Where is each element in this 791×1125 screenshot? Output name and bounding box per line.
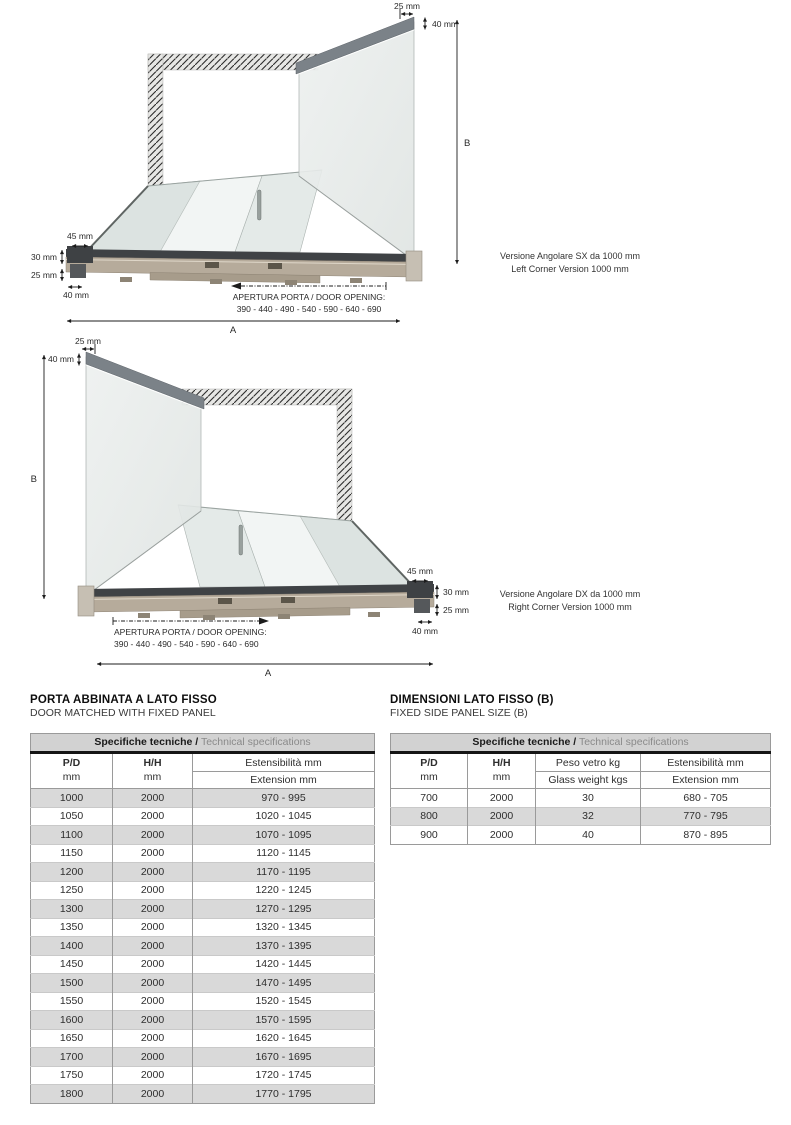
col-label-en: Glass weight kgs <box>548 774 628 786</box>
table-cell: 1350 <box>31 918 113 937</box>
table-cell: 2000 <box>113 974 193 993</box>
sliding-doors <box>86 170 322 252</box>
table-cell: 970 - 995 <box>193 789 375 808</box>
table-cell: 1700 <box>31 1048 113 1067</box>
table-row <box>31 1085 375 1104</box>
rail-end-cap <box>407 581 433 598</box>
col-unit: mm <box>420 771 438 783</box>
door-fixed-panel-table <box>30 733 375 1104</box>
table-cell: 2000 <box>468 789 536 808</box>
table-cell: 2000 <box>113 807 193 826</box>
door-handle <box>239 525 243 555</box>
table-row <box>31 844 375 863</box>
table-row <box>31 789 375 808</box>
table-row <box>31 807 375 826</box>
table-row <box>31 918 375 937</box>
table-cell: 2000 <box>113 992 193 1011</box>
table-cell: 1250 <box>31 881 113 900</box>
dim-label-A: A <box>229 325 237 336</box>
table-row <box>31 937 375 956</box>
diagram-right-corner <box>31 336 641 679</box>
hatched-wall-top <box>148 54 318 70</box>
table-cell: 1270 - 1295 <box>193 900 375 919</box>
col-label: Estensibilità mm <box>193 756 374 772</box>
dim-label-top-25mm: 25 mm <box>75 336 101 346</box>
col-header-hh <box>113 753 193 789</box>
door-opening-label: APERTURA PORTA / DOOR OPENING: <box>232 292 386 302</box>
hatched-wall-side <box>148 54 163 204</box>
col-header-extension <box>641 753 771 789</box>
table-cell: 2000 <box>113 1085 193 1104</box>
table-cell: 1770 - 1795 <box>193 1085 375 1104</box>
table-body <box>31 789 375 1104</box>
dim-label-top-25mm: 25 mm <box>394 1 420 11</box>
table-cell: 1470 - 1495 <box>193 974 375 993</box>
dim-label-45mm: 45 mm <box>67 231 93 241</box>
door-opening-values: 390 - 440 - 490 - 540 - 590 - 640 - 690 <box>236 304 382 314</box>
table-cell: 32 <box>536 807 641 826</box>
table-cell: 770 - 795 <box>641 807 771 826</box>
col-header-extension <box>193 753 375 789</box>
table-cell: 1100 <box>31 826 113 845</box>
section-title: DIMENSIONI LATO FISSO (B) <box>390 694 554 706</box>
bottom-rail <box>66 246 422 285</box>
table-cell: 2000 <box>113 863 193 882</box>
table-row <box>31 863 375 882</box>
spec-header <box>391 734 771 753</box>
table-cell: 1620 - 1645 <box>193 1029 375 1048</box>
column-header-row <box>31 753 375 789</box>
table-cell: 1570 - 1595 <box>193 1011 375 1030</box>
spec-header-light: Technical specifications <box>198 736 311 748</box>
col-header-glass-weight <box>536 753 641 789</box>
spec-header <box>31 734 375 753</box>
caption-english: Left Corner Version 1000 mm <box>511 264 629 274</box>
table-cell: 1220 - 1245 <box>193 881 375 900</box>
col-label-en: Extension mm <box>672 774 739 786</box>
caption-italian: Versione Angolare SX da 1000 mm <box>499 251 641 261</box>
hatched-wall-top <box>182 389 352 405</box>
dim-label-40mm: 40 mm <box>63 290 89 300</box>
spec-header-bold: Specifiche tecniche / <box>94 736 199 748</box>
dim-label-B: B <box>464 138 471 149</box>
table-body <box>391 789 771 845</box>
table-cell: 1400 <box>31 937 113 956</box>
table-row <box>391 807 771 826</box>
table-cell: 900 <box>391 826 468 845</box>
opening-arrowhead <box>259 618 269 625</box>
table-cell: 1020 - 1045 <box>193 807 375 826</box>
bottom-rail <box>78 581 434 620</box>
table-cell: 1500 <box>31 974 113 993</box>
table-row <box>31 974 375 993</box>
dim-label-45mm: 45 mm <box>407 566 433 576</box>
spec-header-row <box>31 734 375 753</box>
col-label: H/H <box>143 757 162 769</box>
col-unit: mm <box>492 771 511 783</box>
table-cell: 1600 <box>31 1011 113 1030</box>
table-cell: 1170 - 1195 <box>193 863 375 882</box>
table-cell: 2000 <box>468 826 536 845</box>
table-row <box>31 992 375 1011</box>
table-cell: 2000 <box>113 918 193 937</box>
table-cell: 2000 <box>113 789 193 808</box>
table-cell: 2000 <box>113 1011 193 1030</box>
table-row <box>31 1048 375 1067</box>
caption-italian: Versione Angolare DX da 1000 mm <box>499 589 641 599</box>
spec-header-bold: Specifiche tecniche / <box>472 736 577 748</box>
caption-english: Right Corner Version 1000 mm <box>508 602 632 612</box>
table-cell: 1450 <box>31 955 113 974</box>
door-opening-values: 390 - 440 - 490 - 540 - 590 - 640 - 690 <box>114 639 259 649</box>
table-cell: 2000 <box>113 937 193 956</box>
col-header-pd <box>31 753 113 789</box>
table-cell: 1670 - 1695 <box>193 1048 375 1067</box>
dim-label-25mm: 25 mm <box>443 605 469 615</box>
table-cell: 1050 <box>31 807 113 826</box>
door-opening-label: APERTURA PORTA / DOOR OPENING: <box>114 627 267 637</box>
corner-post <box>406 251 422 281</box>
section-subtitle: DOOR MATCHED WITH FIXED PANEL <box>30 707 216 719</box>
table-row <box>31 955 375 974</box>
table-cell: 2000 <box>113 900 193 919</box>
table-cell: 1370 - 1395 <box>193 937 375 956</box>
dim-label-B: B <box>30 474 37 485</box>
sliding-doors <box>178 505 414 587</box>
table-row <box>391 826 771 845</box>
dim-label-25mm: 25 mm <box>31 270 57 280</box>
table-cell: 1070 - 1095 <box>193 826 375 845</box>
table-cell: 1800 <box>31 1085 113 1104</box>
dim-label-40mm: 40 mm <box>412 626 438 636</box>
col-header-hh <box>468 753 536 789</box>
diagram-left-corner <box>31 1 640 336</box>
column-header-row <box>391 753 771 789</box>
table-cell: 2000 <box>113 1048 193 1067</box>
table-cell: 700 <box>420 791 438 804</box>
corner-post <box>78 586 94 616</box>
spec-header-light: Technical specifications <box>576 736 689 748</box>
col-label: H/H <box>492 757 511 769</box>
table-cell: 870 - 895 <box>641 826 771 845</box>
col-label: Estensibilità mm <box>641 756 770 772</box>
fixed-side-panel-table <box>390 733 771 845</box>
table-cell: 2000 <box>113 1029 193 1048</box>
rail-end-cap <box>67 246 93 263</box>
table-row <box>31 881 375 900</box>
table-cell: 2000 <box>113 881 193 900</box>
section-title: PORTA ABBINATA A LATO FISSO <box>30 694 217 706</box>
table-row <box>31 900 375 919</box>
dim-label-top-40mm: 40 mm <box>48 354 74 364</box>
hatched-wall-side <box>337 389 352 539</box>
dim-label-30mm: 30 mm <box>443 587 469 597</box>
dim-label-30mm: 30 mm <box>31 252 57 262</box>
table-row <box>31 1066 375 1085</box>
col-header-pd <box>391 753 468 789</box>
col-label: P/D <box>420 757 438 769</box>
col-label-en: Extension mm <box>250 774 317 786</box>
table-cell: 1300 <box>31 900 113 919</box>
table-cell: 1550 <box>31 992 113 1011</box>
table-row <box>31 826 375 845</box>
table-cell: 2000 <box>113 955 193 974</box>
table-cell: 680 - 705 <box>641 789 771 808</box>
col-label: P/D <box>62 757 81 769</box>
table-cell: 1320 - 1345 <box>193 918 375 937</box>
table-cell: 1520 - 1545 <box>193 992 375 1011</box>
opening-arrowhead <box>231 283 241 290</box>
section-subtitle: FIXED SIDE PANEL SIZE (B) <box>390 707 528 719</box>
table-cell: 1150 <box>31 844 113 863</box>
dim-label-A: A <box>264 668 272 679</box>
table-cell: 2000 <box>468 807 536 826</box>
col-unit: mm <box>62 771 81 783</box>
table-cell: 1000 <box>59 791 84 804</box>
col-label: Peso vetro kg <box>536 756 640 772</box>
table-row <box>31 1011 375 1030</box>
table-cell: 2000 <box>113 826 193 845</box>
table-cell: 30 <box>536 789 641 808</box>
door-with-fixed-panel-section <box>30 693 374 1104</box>
table-cell: 2000 <box>113 1066 193 1085</box>
col-unit: mm <box>143 771 162 783</box>
table-row <box>31 1029 375 1048</box>
table-row <box>391 789 771 808</box>
table-cell: 1650 <box>31 1029 113 1048</box>
table-cell: 1750 <box>31 1066 113 1085</box>
door-handle <box>258 190 262 220</box>
table-cell: 1420 - 1445 <box>193 955 375 974</box>
dim-label-top-40mm: 40 mm <box>432 19 458 29</box>
fixed-side-panel-section <box>390 693 770 845</box>
table-cell: 1720 - 1745 <box>193 1066 375 1085</box>
table-cell: 1200 <box>31 863 113 882</box>
table-cell: 2000 <box>113 844 193 863</box>
table-cell: 1120 - 1145 <box>193 844 375 863</box>
table-cell: 800 <box>391 807 468 826</box>
spec-header-row <box>391 734 771 753</box>
table-cell: 40 <box>536 826 641 845</box>
